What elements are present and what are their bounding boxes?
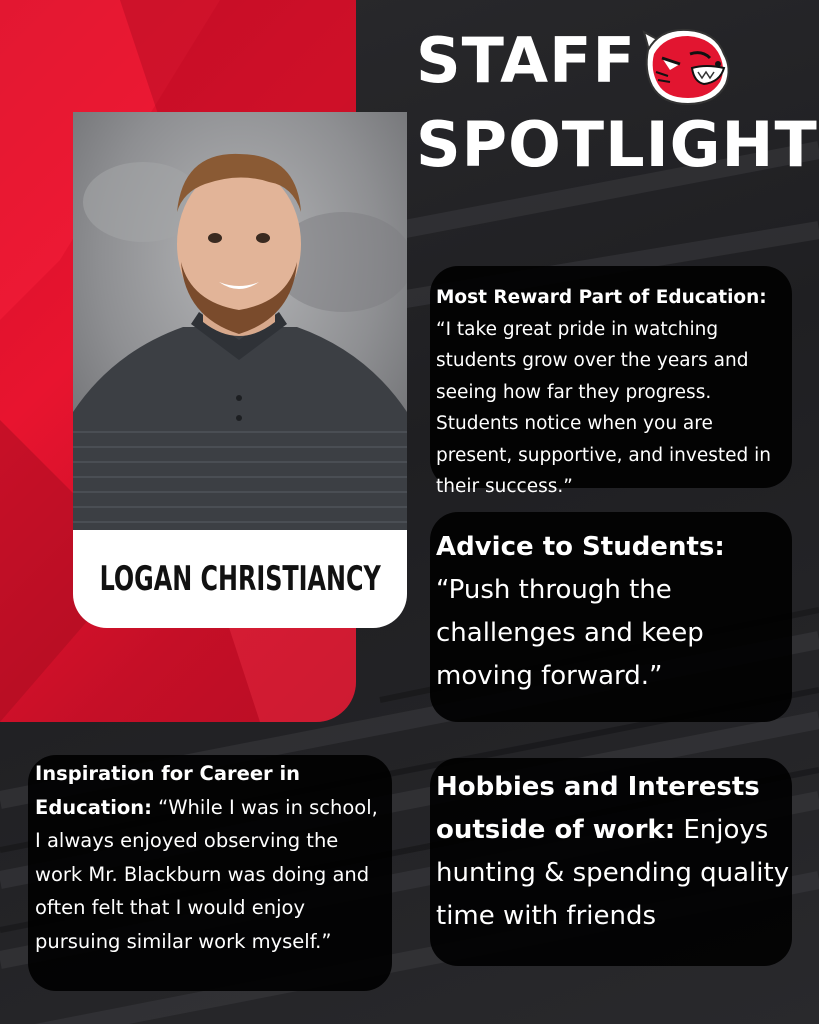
card-hobbies bbox=[430, 758, 792, 966]
staff-name: LOGAN CHRISTIANCY bbox=[99, 559, 381, 599]
card-advice-body: “Push through the challenges and keep moving forward.” bbox=[436, 575, 704, 691]
card-hobbies-text bbox=[436, 766, 792, 938]
headline-staff: STAFF bbox=[416, 24, 636, 97]
card-inspiration-text bbox=[35, 757, 385, 958]
card-most-rewarding-body: “I take great pride in watching students grow over the years and seeing how far they progress. Students notice when you are present, supportive, and invested in their success.” bbox=[436, 318, 771, 497]
card-advice bbox=[430, 512, 792, 722]
card-inspiration bbox=[28, 755, 392, 991]
card-most-rewarding-heading: Most Reward Part of Education: bbox=[436, 287, 767, 308]
card-hobbies-heading: Hobbies and Interests outside of work: bbox=[436, 772, 760, 845]
card-most-rewarding-text bbox=[436, 282, 792, 503]
card-inspiration-heading: Inspiration for Career in Education: bbox=[35, 762, 301, 819]
card-advice-text bbox=[436, 526, 792, 698]
card-most-rewarding bbox=[430, 266, 792, 497]
wildcat-mascot-icon bbox=[640, 24, 734, 108]
card-advice-heading: Advice to Students: bbox=[436, 532, 725, 562]
staff-photo bbox=[73, 112, 407, 530]
staff-name-plate bbox=[73, 530, 407, 628]
card-hobbies-body: Enjoys hunting & spending quality time with friends bbox=[436, 815, 790, 931]
headline-spotlight: SPOTLIGHT bbox=[416, 108, 818, 181]
card-inspiration-body: “While I was in school, I always enjoyed observing the work Mr. Blackburn was doing and often felt that I would enjoy pursuing similar work myself.” bbox=[35, 795, 378, 953]
poster-headline bbox=[416, 24, 819, 181]
